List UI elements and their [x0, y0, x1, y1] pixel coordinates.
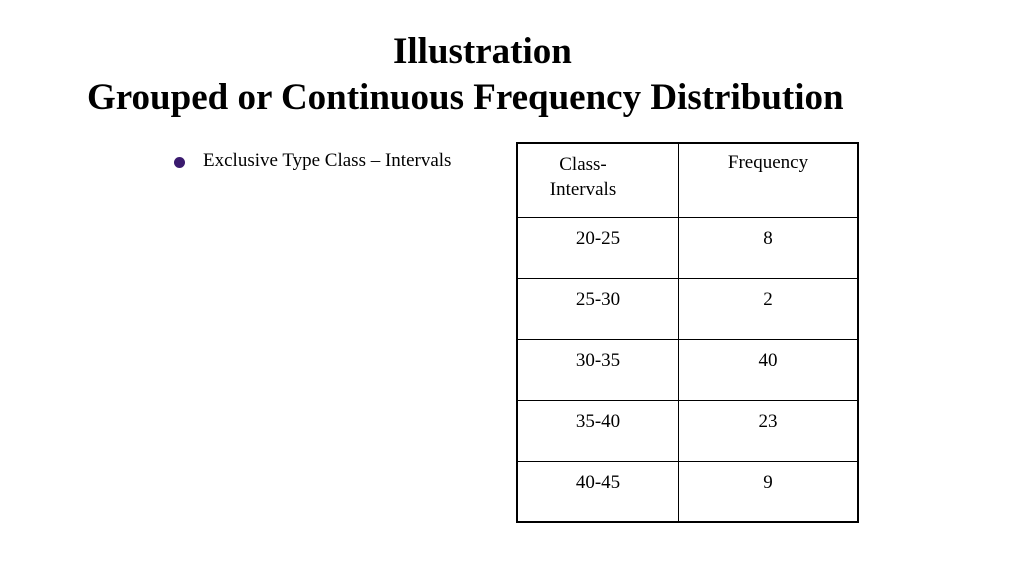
header-class-intervals [517, 143, 679, 217]
cell-frequency: 9 [679, 461, 859, 522]
bullet-item [174, 150, 451, 172]
cell-class-interval: 30-35 [517, 339, 679, 400]
table-row [517, 278, 858, 339]
table-row [517, 217, 858, 278]
slide-subtitle: Grouped or Continuous Frequency Distribution [87, 77, 844, 118]
table-header-row [517, 143, 858, 217]
table-row [517, 461, 858, 522]
header-frequency: Frequency [679, 143, 859, 217]
table-row [517, 400, 858, 461]
bullet-dot-icon [174, 157, 185, 168]
cell-class-interval: 35-40 [517, 400, 679, 461]
table-row [517, 339, 858, 400]
cell-frequency: 8 [679, 217, 859, 278]
cell-class-interval: 20-25 [517, 217, 679, 278]
frequency-table [516, 142, 859, 523]
cell-class-interval: 40-45 [517, 461, 679, 522]
cell-frequency: 2 [679, 278, 859, 339]
bullet-text: Exclusive Type Class – Intervals [203, 150, 452, 171]
cell-frequency: 40 [679, 339, 859, 400]
cell-frequency: 23 [679, 400, 859, 461]
cell-class-interval: 25-30 [517, 278, 679, 339]
header-class-intervals-label: Class- Intervals [549, 154, 617, 200]
slide-title: Illustration [393, 31, 572, 72]
